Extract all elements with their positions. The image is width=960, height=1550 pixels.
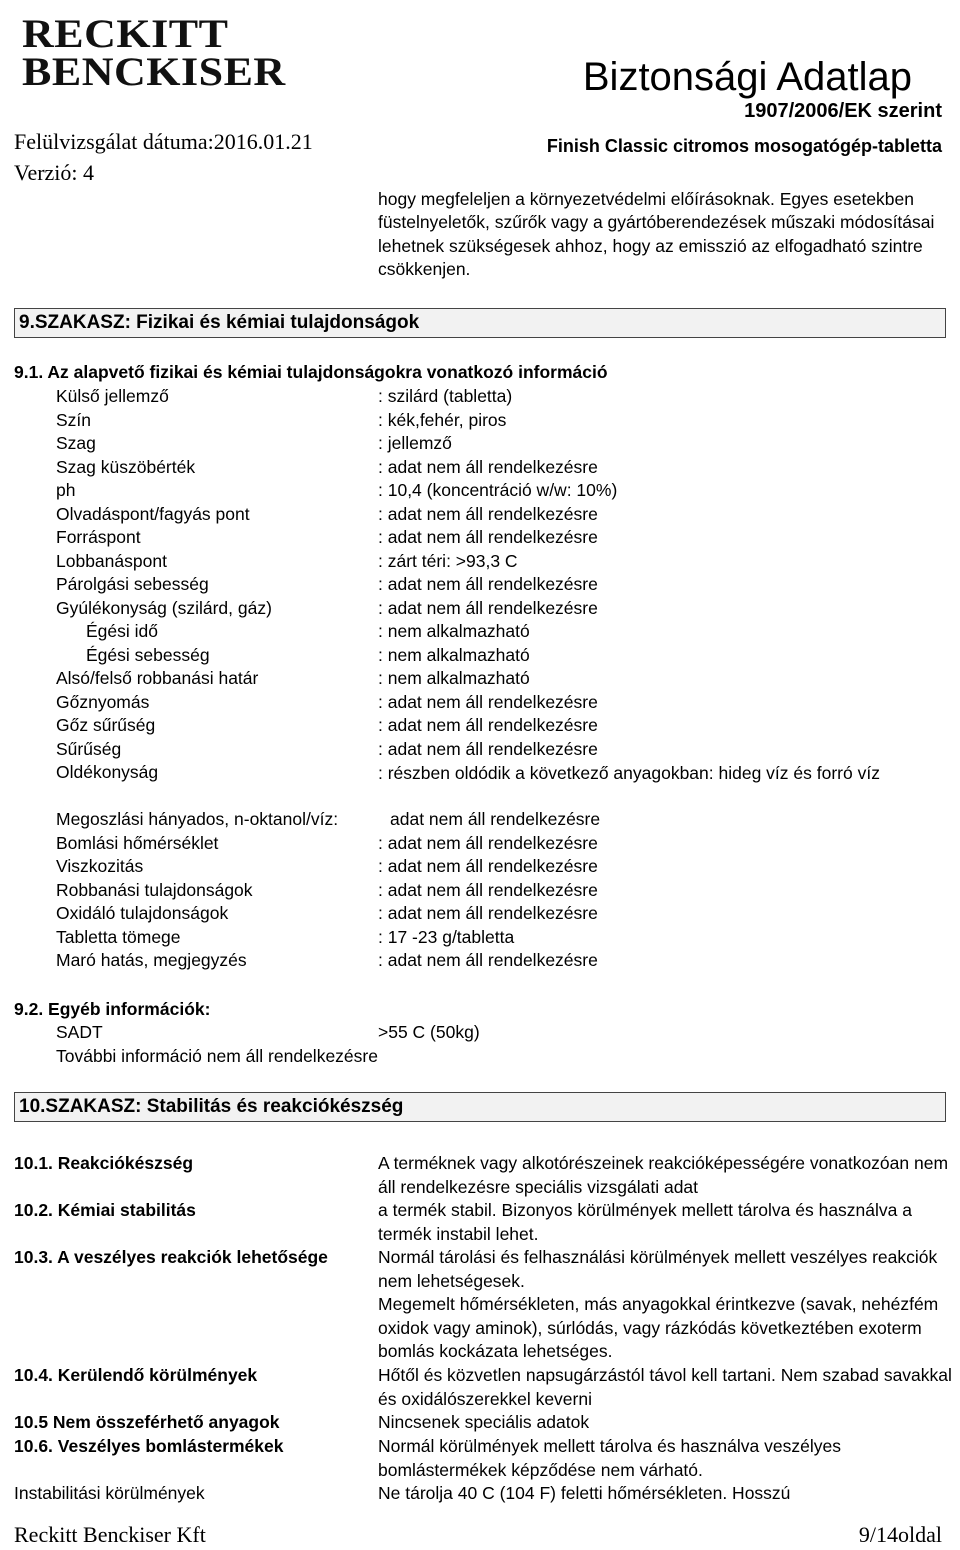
property-row [56,386,956,410]
product-name: Finish Classic citromos mosogatógép-tabletta [546,136,942,156]
property-value: : adat nem áll rendelkezésre [378,691,598,712]
section-10-header: 10.SZAKASZ: Stabilitás és reakciókészség [14,1092,946,1122]
property-value: : zárt téri: >93,3 C [378,550,518,571]
property-label: Égési idő [86,621,158,641]
property-value: : adat nem áll rendelkezésre [378,832,598,853]
version-label: Verzió: 4 [14,160,95,185]
property-value: : 17 -23 g/tabletta [378,926,515,947]
avoid-conditions-heading: 10.4. Kerülendő körülmények [14,1365,258,1385]
property-label: Oldékonyság [56,762,159,782]
hazardous-reactions-heading: 10.3. A veszélyes reakciók lehetősége [14,1247,328,1267]
property-value: : részben oldódik a következő anyagokban: hideg víz és forró víz [378,763,880,783]
property-value: : jellemző [378,433,452,453]
property-row [56,527,956,551]
property-row [56,809,956,833]
property-label: Oxidáló tulajdonságok [56,903,229,923]
continued-paragraph: hogy megfeleljen a környezetvédelmi előírásoknak. Egyes esetekben füstelnyeletők, szűrők vagy a gyártóberendezések műszaki módosításai lehetnek szükségesek ahhoz, hogy az emisszió az elfogadható szintre csökkenjen. [378,189,935,280]
logo-line1: RECKITT [22,11,229,57]
property-value: : adat nem áll rendelkezésre [378,456,598,477]
property-row [56,715,956,739]
property-value: : adat nem áll rendelkezésre [378,527,598,547]
property-row [56,950,956,974]
instability-heading: Instabilitási körülmények [14,1483,205,1503]
property-label: Égési sebesség [86,644,210,665]
property-row [56,762,956,809]
reactivity-heading: 10.1. Reakciókészség [14,1153,194,1173]
property-row [56,574,956,598]
hazardous-reactions-text-2: Megemelt hőmérsékleten, más anyagokkal érintkezve (savak, nehézfém oxidok vagy aminok), súrlódás, vagy rázkódás következtében exoterm bomlás kockázata lehetséges. [378,1294,939,1361]
subsection-9-1-title: 9.1. Az alapvető fizikai és kémiai tulajdonságokra vonatkozó információ [14,362,608,382]
incompatible-materials-block [14,1411,954,1435]
property-row [56,480,956,504]
property-row [56,668,956,692]
logo-line2: BENCKISER [22,49,286,95]
property-value: : nem alkalmazható [378,621,530,641]
footer-company: Reckitt Benckiser Kft [14,1522,206,1547]
property-value: : adat nem áll rendelkezésre [378,715,598,735]
property-label: Megoszlási hányados, n-oktanol/víz: [56,809,339,829]
property-label: Sűrűség [56,738,122,759]
property-label: Bomlási hőmérséklet [56,832,219,853]
property-label: Szag [56,433,96,453]
incompatible-materials-heading: 10.5 Nem összeférhető anyagok [14,1412,280,1432]
property-value: : nem alkalmazható [378,644,530,665]
property-row [56,692,956,716]
subsection-9-2-title: 9.2. Egyéb információk: [14,999,211,1019]
property-label: Gőznyomás [56,691,150,712]
property-row [56,739,956,763]
regulation-reference: 1907/2006/EK szerint [744,100,942,122]
property-value: : adat nem áll rendelkezésre [378,856,598,876]
further-info: További információ nem áll rendelkezésre [56,1045,378,1066]
property-row [56,880,956,904]
decomposition-text: Normál körülmények mellett tárolva és használva veszélyes bomlástermékek képződése nem várható. [378,1436,841,1480]
property-label: Olvadáspont/fagyás pont [56,503,250,524]
avoid-conditions-block [14,1364,954,1411]
hazardous-reactions-texts [378,1246,958,1364]
hazardous-reactions-block [14,1246,954,1364]
sadt-value: >55 C (50kg) [378,1022,480,1042]
properties-list [56,386,956,974]
property-value: : adat nem áll rendelkezésre [378,503,598,524]
property-label: Viszkozitás [56,856,144,876]
property-value: : adat nem áll rendelkezésre [378,879,598,900]
property-row [56,645,956,669]
property-value: : adat nem áll rendelkezésre [378,597,598,618]
incompatible-materials-text: Nincsenek speciális adatok [378,1412,590,1432]
hazardous-reactions-text-1: Normál tárolási és felhasználási körülmények mellett veszélyes reakciók nem lehetségesek. [378,1247,938,1291]
property-row [56,433,956,457]
property-row [56,621,956,645]
company-logo [18,8,286,95]
property-value: : kék,fehér, piros [378,409,507,430]
property-row [56,833,956,857]
stability-heading: 10.2. Kémiai stabilitás [14,1200,196,1220]
property-row [56,551,956,575]
property-value: : adat nem áll rendelkezésre [378,574,598,594]
other-info [56,1022,480,1069]
property-row [56,504,956,528]
sadt-row [56,1022,480,1046]
property-row [56,457,956,481]
property-label: Tabletta tömege [56,926,181,947]
document-title: Biztonsági Adatlap [582,55,912,99]
property-label: Lobbanáspont [56,550,167,571]
decomposition-heading: 10.6. Veszélyes bomlástermékek [14,1436,284,1456]
property-label: Szag küszöbérték [56,456,196,477]
property-value: : adat nem áll rendelkezésre [378,950,598,970]
property-value: : adat nem áll rendelkezésre [378,903,598,923]
section-9-header: 9.SZAKASZ: Fizikai és kémiai tulajdonságok [14,308,946,338]
page-number: 9/14oldal [858,1522,942,1547]
property-label: ph [56,480,76,500]
revision-date: Felülvizsgálat dátuma:2016.01.21 [14,129,313,154]
stability-block [14,1199,954,1246]
instability-block [14,1482,954,1506]
property-value: : nem alkalmazható [378,668,530,688]
property-row [56,903,956,927]
property-label: Alsó/felső robbanási határ [56,668,259,688]
property-row [56,598,956,622]
property-row [56,856,956,880]
reactivity-block [14,1152,954,1199]
property-label: Maró hatás, megjegyzés [56,950,247,970]
reactivity-text: A terméknek vagy alkotórészeinek reakcióképességére vonatkozóan nem áll rendelkezésre speciális vizsgálati adat [378,1153,949,1197]
property-label: Forráspont [56,527,141,547]
instability-text: Ne tárolja 40 C (104 F) feletti hőmérsékleten. Hosszú [378,1483,791,1503]
property-label: Szín [56,409,92,430]
property-row [56,927,956,951]
property-row [56,410,956,434]
sadt-label: SADT [56,1022,103,1042]
stability-text: a termék stabil. Bizonyos körülmények mellett tárolva és használva a termék instabil lehet. [378,1200,912,1244]
property-value: adat nem áll rendelkezésre [390,809,601,829]
property-label: Robbanási tulajdonságok [56,879,253,900]
avoid-conditions-text: Hőtől és közvetlen napsugárzástól távol kell tartani. Nem szabad savakkal és oxidálószerekkel keverni [378,1365,952,1409]
property-label: Párolgási sebesség [56,574,209,594]
property-value: : 10,4 (koncentráció w/w: 10%) [378,480,618,500]
decomposition-block [14,1435,954,1482]
property-value: : szilárd (tabletta) [378,386,513,406]
property-label: Gőz sűrűség [56,715,156,735]
property-label: Külső jellemző [56,386,169,406]
property-label: Gyúlékonyság (szilárd, gáz) [56,597,272,618]
property-value: : adat nem áll rendelkezésre [378,738,598,759]
